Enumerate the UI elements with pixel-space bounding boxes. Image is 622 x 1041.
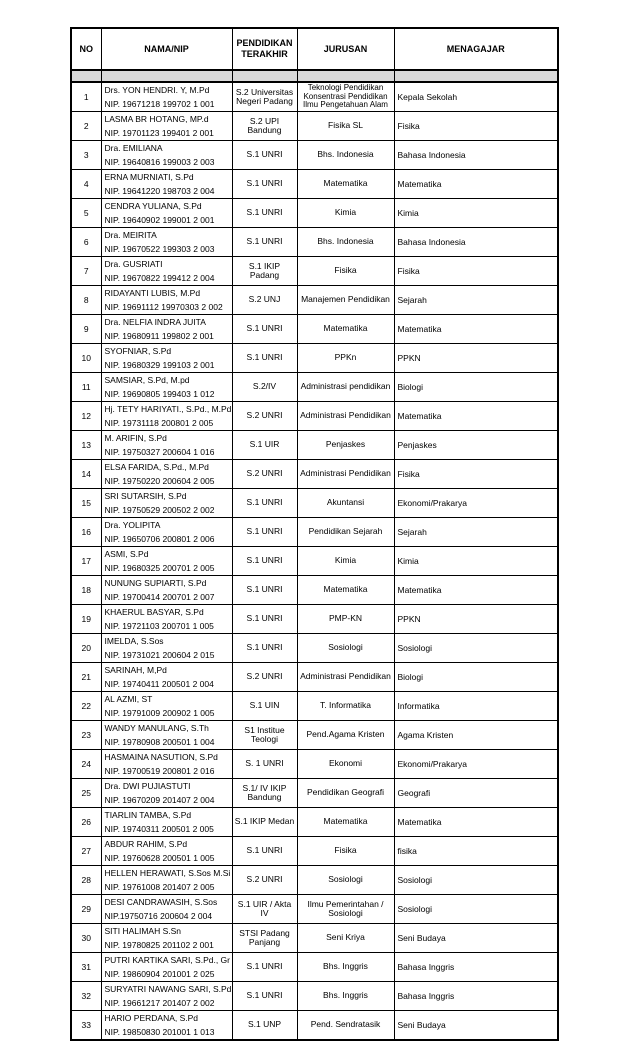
cell-pendidikan: S.1 IKIP Medan <box>232 808 297 837</box>
teacher-name: AL AZMI, ST <box>104 694 153 704</box>
col-header-pendidikan: PENDIDIKAN TERAKHIR <box>232 28 297 70</box>
cell-no: 28 <box>71 866 101 895</box>
table-row <box>71 82 558 112</box>
cell-nama-nip <box>101 808 232 837</box>
table-row <box>71 518 558 547</box>
cell-jurusan: Administrasi Pendidikan <box>297 402 394 431</box>
cell-jurusan: Kimia <box>297 547 394 576</box>
spacer-cell <box>297 70 394 82</box>
table-row <box>71 953 558 982</box>
cell-no: 9 <box>71 315 101 344</box>
cell-no: 24 <box>71 750 101 779</box>
table-row <box>71 895 558 924</box>
teacher-nip: NIP. 19780908 200501 1 004 <box>104 737 215 747</box>
cell-pendidikan: S.1 UNRI <box>232 199 297 228</box>
cell-menagajar: Bahasa Inggris <box>394 982 558 1011</box>
teacher-nip: NIP. 19670209 201407 2 004 <box>104 795 215 805</box>
col-header-nama-nip: NAMA/NIP <box>101 28 232 70</box>
cell-nama-nip <box>101 837 232 866</box>
table-row <box>71 576 558 605</box>
cell-menagajar: Fisika <box>394 257 558 286</box>
cell-nama-nip <box>101 576 232 605</box>
teacher-nip: NIP. 19750220 200604 2 005 <box>104 476 215 486</box>
teacher-nip: NIP. 19640902 199001 2 001 <box>104 215 215 225</box>
cell-pendidikan: S.1 UNRI <box>232 170 297 199</box>
cell-menagajar: fisika <box>394 837 558 866</box>
cell-nama-nip <box>101 866 232 895</box>
teacher-nip: NIP. 19740411 200501 2 004 <box>104 679 214 689</box>
cell-pendidikan: S.2 UNRI <box>232 402 297 431</box>
cell-menagajar: Agama Kristen <box>394 721 558 750</box>
teacher-name: KHAERUL BASYAR, S.Pd <box>104 607 204 617</box>
cell-jurusan: Pend. Sendratasik <box>297 1011 394 1041</box>
table-row <box>71 779 558 808</box>
teacher-name: ELSA FARIDA, S.Pd., M.Pd <box>104 462 209 472</box>
cell-jurusan: PPKn <box>297 344 394 373</box>
cell-pendidikan: S.1 UNRI <box>232 489 297 518</box>
cell-menagajar: Matematika <box>394 170 558 199</box>
teacher-name: SYOFNIAR, S.Pd <box>104 346 172 356</box>
cell-menagajar: Bahasa Inggris <box>394 953 558 982</box>
cell-pendidikan: S.1 UNRI <box>232 228 297 257</box>
teacher-nip: NIP. 19700519 200801 2 016 <box>104 766 215 776</box>
cell-nama-nip <box>101 344 232 373</box>
cell-no: 6 <box>71 228 101 257</box>
cell-no: 18 <box>71 576 101 605</box>
cell-menagajar: Kimia <box>394 199 558 228</box>
teacher-name: Dra. GUSRIATI <box>104 259 163 269</box>
teacher-name: SARINAH, M,Pd <box>104 665 167 675</box>
teacher-name: WANDY MANULANG, S.Th <box>104 723 209 733</box>
table-row <box>71 866 558 895</box>
table-row <box>71 924 558 953</box>
spacer-cell <box>232 70 297 82</box>
teacher-nip: NIP. 19860904 201001 2 025 <box>104 969 215 979</box>
teacher-name: SITI HALIMAH S.Sn <box>104 926 182 936</box>
cell-jurusan: Penjaskes <box>297 431 394 460</box>
cell-nama-nip <box>101 895 232 924</box>
table-row <box>71 141 558 170</box>
cell-jurusan: T. Informatika <box>297 692 394 721</box>
cell-pendidikan: S. 1 UNRI <box>232 750 297 779</box>
cell-jurusan: Pendidikan Geografi <box>297 779 394 808</box>
cell-pendidikan: S.1 UNRI <box>232 982 297 1011</box>
cell-no: 31 <box>71 953 101 982</box>
cell-menagajar: Ekonomi/Prakarya <box>394 750 558 779</box>
cell-menagajar: Biologi <box>394 663 558 692</box>
cell-menagajar: Sosiologi <box>394 866 558 895</box>
table-row <box>71 489 558 518</box>
cell-jurusan: Matematika <box>297 315 394 344</box>
cell-jurusan: Sosiologi <box>297 866 394 895</box>
cell-nama-nip <box>101 431 232 460</box>
table-row <box>71 837 558 866</box>
teacher-name: TIARLIN TAMBA, S.Pd <box>104 810 192 820</box>
cell-menagajar: Geografi <box>394 779 558 808</box>
cell-jurusan: Seni Kriya <box>297 924 394 953</box>
col-header-menagajar: MENAGAJAR <box>394 28 558 70</box>
teacher-nip: NIP. 19700414 200701 2 007 <box>104 592 215 602</box>
teacher-nip: NIP. 19850830 201001 1 013 <box>104 1027 215 1037</box>
teacher-name: M. ARIFIN, S.Pd <box>104 433 167 443</box>
cell-nama-nip <box>101 402 232 431</box>
cell-jurusan: Administrasi Pendidikan <box>297 663 394 692</box>
teacher-name: ERNA MURNIATI, S.Pd <box>104 172 194 182</box>
cell-menagajar: Matematika <box>394 315 558 344</box>
cell-nama-nip <box>101 489 232 518</box>
cell-no: 13 <box>71 431 101 460</box>
cell-no: 20 <box>71 634 101 663</box>
teacher-nip: NIP. 19691112 19970303 2 002 <box>104 302 223 312</box>
cell-nama-nip <box>101 170 232 199</box>
teacher-name: NUNUNG SUPIARTI, S.Pd <box>104 578 207 588</box>
cell-jurusan: Fisika SL <box>297 112 394 141</box>
teacher-name: Hj. TETY HARIYATI., S.Pd., M.Pd <box>104 404 232 414</box>
cell-menagajar: Bahasa Indonesia <box>394 228 558 257</box>
cell-menagajar: Fisika <box>394 460 558 489</box>
cell-pendidikan: S.1 UNRI <box>232 837 297 866</box>
cell-pendidikan: S.2 UPI Bandung <box>232 112 297 141</box>
teacher-name: SAMSIAR, S.Pd, M.pd <box>104 375 190 385</box>
teacher-name: DESI CANDRAWASIH, S.Sos <box>104 897 218 907</box>
cell-pendidikan: S.1 UNRI <box>232 141 297 170</box>
cell-nama-nip <box>101 460 232 489</box>
cell-menagajar: Kimia <box>394 547 558 576</box>
cell-jurusan: Teknologi Pendidikan Konsentrasi Pendidikan Ilmu Pengetahuan Alam <box>297 82 394 112</box>
cell-pendidikan: S.1 IKIP Padang <box>232 257 297 286</box>
cell-nama-nip <box>101 112 232 141</box>
cell-pendidikan: S.1 UIN <box>232 692 297 721</box>
cell-no: 33 <box>71 1011 101 1041</box>
cell-nama-nip <box>101 634 232 663</box>
table-row <box>71 692 558 721</box>
teacher-nip: NIP. 19680911 199802 2 001 <box>104 331 214 341</box>
teacher-nip: NIP. 19671218 199702 1 001 <box>104 99 215 109</box>
cell-jurusan: Sosiologi <box>297 634 394 663</box>
table-row <box>71 431 558 460</box>
cell-menagajar: Sejarah <box>394 518 558 547</box>
sheet <box>70 27 559 1041</box>
teacher-nip: NIP. 19791009 200902 1 005 <box>104 708 215 718</box>
spacer-cell <box>71 70 101 82</box>
cell-nama-nip <box>101 199 232 228</box>
cell-menagajar: Biologi <box>394 373 558 402</box>
table-row <box>71 199 558 228</box>
cell-jurusan: Bhs. Inggris <box>297 982 394 1011</box>
cell-pendidikan: S.2 UNRI <box>232 663 297 692</box>
cell-no: 3 <box>71 141 101 170</box>
cell-jurusan: Bhs. Inggris <box>297 953 394 982</box>
cell-jurusan: Akuntansi <box>297 489 394 518</box>
teacher-nip: NIP. 19680329 199103 2 001 <box>104 360 215 370</box>
cell-nama-nip <box>101 373 232 402</box>
cell-menagajar: PPKN <box>394 344 558 373</box>
cell-pendidikan: S.2 Universitas Negeri Padang <box>232 82 297 112</box>
teacher-name: ASMI, S.Pd <box>104 549 149 559</box>
table-row <box>71 663 558 692</box>
header-row <box>71 28 558 70</box>
table-row <box>71 460 558 489</box>
cell-nama-nip <box>101 141 232 170</box>
cell-pendidikan: S.1 UNRI <box>232 576 297 605</box>
cell-jurusan: Ekonomi <box>297 750 394 779</box>
cell-no: 11 <box>71 373 101 402</box>
teacher-name: ABDUR RAHIM, S.Pd <box>104 839 188 849</box>
table-body <box>71 82 558 1040</box>
cell-jurusan: Bhs. Indonesia <box>297 141 394 170</box>
cell-menagajar: Sejarah <box>394 286 558 315</box>
teacher-nip: NIP. 19670822 199412 2 004 <box>104 273 215 283</box>
cell-pendidikan: S.1 UNRI <box>232 605 297 634</box>
cell-pendidikan: S.1 UNRI <box>232 344 297 373</box>
teacher-nip: NIP. 19780825 201102 2 001 <box>104 940 214 950</box>
table-row <box>71 605 558 634</box>
cell-jurusan: PMP-KN <box>297 605 394 634</box>
cell-no: 29 <box>71 895 101 924</box>
teacher-nip: NIP. 19701123 199401 2 001 <box>104 128 214 138</box>
cell-menagajar: Penjaskes <box>394 431 558 460</box>
table-row <box>71 286 558 315</box>
teacher-name: PUTRI KARTIKA SARI, S.Pd., Gr <box>104 955 230 965</box>
cell-menagajar: Fisika <box>394 112 558 141</box>
teacher-nip: NIP.19750716 200604 2 004 <box>104 911 213 921</box>
cell-nama-nip <box>101 286 232 315</box>
cell-pendidikan: S.1 UNRI <box>232 953 297 982</box>
cell-jurusan: Kimia <box>297 199 394 228</box>
cell-pendidikan: STSI Padang Panjang <box>232 924 297 953</box>
teacher-name: SURYATRI NAWANG SARI, S.Pd <box>104 984 232 994</box>
cell-menagajar: Sosiologi <box>394 634 558 663</box>
teacher-name: RIDAYANTI LUBIS, M.Pd <box>104 288 201 298</box>
cell-nama-nip <box>101 518 232 547</box>
cell-menagajar: Matematika <box>394 808 558 837</box>
teacher-nip: NIP. 19721103 200701 1 005 <box>104 621 214 631</box>
cell-no: 14 <box>71 460 101 489</box>
teacher-name: Dra. YOLIPITA <box>104 520 161 530</box>
table-row <box>71 373 558 402</box>
cell-jurusan: Matematika <box>297 576 394 605</box>
teacher-name: CENDRA YULIANA, S.Pd <box>104 201 202 211</box>
cell-menagajar: Sosiologi <box>394 895 558 924</box>
cell-menagajar: Kepala Sekolah <box>394 82 558 112</box>
teacher-name: IMELDA, S.Sos <box>104 636 164 646</box>
cell-no: 19 <box>71 605 101 634</box>
cell-pendidikan: S.1 UNRI <box>232 547 297 576</box>
teacher-name: Dra. NELFIA INDRA JUITA <box>104 317 206 327</box>
table-row <box>71 721 558 750</box>
teacher-nip: NIP. 19750529 200502 2 002 <box>104 505 215 515</box>
teacher-nip: NIP. 19690805 199403 1 012 <box>104 389 215 399</box>
teacher-nip: NIP. 19731021 200604 2 015 <box>104 650 215 660</box>
cell-no: 21 <box>71 663 101 692</box>
cell-no: 17 <box>71 547 101 576</box>
table-row <box>71 344 558 373</box>
cell-no: 15 <box>71 489 101 518</box>
teacher-nip: NIP. 19750327 200604 1 016 <box>104 447 215 457</box>
cell-pendidikan: S.1 UNRI <box>232 315 297 344</box>
cell-nama-nip <box>101 315 232 344</box>
cell-jurusan: Matematika <box>297 170 394 199</box>
cell-no: 7 <box>71 257 101 286</box>
teacher-nip: NIP. 19650706 200801 2 006 <box>104 534 215 544</box>
teacher-nip: NIP. 19680325 200701 2 005 <box>104 563 215 573</box>
teacher-nip: NIP. 19760628 200501 1 005 <box>104 853 215 863</box>
table-row <box>71 982 558 1011</box>
cell-nama-nip <box>101 721 232 750</box>
cell-nama-nip <box>101 982 232 1011</box>
cell-jurusan: Ilmu Pemerintahan / Sosiologi <box>297 895 394 924</box>
table-row <box>71 228 558 257</box>
cell-pendidikan: S.1 UNRI <box>232 634 297 663</box>
cell-nama-nip <box>101 750 232 779</box>
teacher-nip: NIP. 19661217 201407 2 002 <box>104 998 215 1008</box>
teacher-name: HELLEN HERAWATI, S.Sos M.Si <box>104 868 231 878</box>
cell-nama-nip <box>101 663 232 692</box>
cell-no: 27 <box>71 837 101 866</box>
cell-no: 1 <box>71 82 101 112</box>
cell-no: 22 <box>71 692 101 721</box>
cell-menagajar: PPKN <box>394 605 558 634</box>
teacher-nip: NIP. 19731118 200801 2 005 <box>104 418 214 428</box>
teacher-name: Drs. YON HENDRI. Y, M.Pd <box>104 85 210 95</box>
cell-jurusan: Administrasi pendidikan <box>297 373 394 402</box>
table-row <box>71 315 558 344</box>
teacher-name: LASMA BR HOTANG, MP.d <box>104 114 209 124</box>
cell-pendidikan: S.1/ IV IKIP Bandung <box>232 779 297 808</box>
cell-jurusan: Matematika <box>297 808 394 837</box>
cell-pendidikan: S.2 UNRI <box>232 460 297 489</box>
table-row <box>71 808 558 837</box>
teacher-nip: NIP. 19641220 198703 2 004 <box>104 186 215 196</box>
cell-menagajar: Bahasa Indonesia <box>394 141 558 170</box>
cell-menagajar: Ekonomi/Prakarya <box>394 489 558 518</box>
cell-no: 12 <box>71 402 101 431</box>
cell-pendidikan: S.2 UNJ <box>232 286 297 315</box>
cell-menagajar: Informatika <box>394 692 558 721</box>
cell-no: 32 <box>71 982 101 1011</box>
cell-nama-nip <box>101 953 232 982</box>
cell-nama-nip <box>101 605 232 634</box>
cell-jurusan: Bhs. Indonesia <box>297 228 394 257</box>
teacher-name: Dra. MEIRITA <box>104 230 157 240</box>
table-row <box>71 634 558 663</box>
table-row <box>71 547 558 576</box>
cell-nama-nip <box>101 924 232 953</box>
spacer-cell <box>101 70 232 82</box>
cell-nama-nip <box>101 779 232 808</box>
cell-jurusan: Pendidikan Sejarah <box>297 518 394 547</box>
spacer-cell <box>394 70 558 82</box>
teachers-table <box>70 27 559 1041</box>
teacher-name: HARIO PERDANA, S.Pd <box>104 1013 199 1023</box>
table-row <box>71 1011 558 1041</box>
cell-jurusan: Pend.Agama Kristen <box>297 721 394 750</box>
cell-pendidikan: S.1 UNRI <box>232 518 297 547</box>
cell-nama-nip <box>101 228 232 257</box>
cell-pendidikan: S.1 UIR / Akta IV <box>232 895 297 924</box>
cell-no: 4 <box>71 170 101 199</box>
teacher-name: HASMAINA NASUTION, S.Pd <box>104 752 218 762</box>
table-row <box>71 170 558 199</box>
table-row <box>71 112 558 141</box>
teacher-nip: NIP. 19761008 201407 2 005 <box>104 882 215 892</box>
teacher-nip: NIP. 19670522 199303 2 003 <box>104 244 215 254</box>
cell-jurusan: Manajemen Pendidikan <box>297 286 394 315</box>
cell-menagajar: Seni Budaya <box>394 924 558 953</box>
cell-nama-nip <box>101 257 232 286</box>
col-header-jurusan: JURUSAN <box>297 28 394 70</box>
teacher-name: SRI SUTARSIH, S.Pd <box>104 491 187 501</box>
cell-no: 8 <box>71 286 101 315</box>
cell-menagajar: Seni Budaya <box>394 1011 558 1041</box>
cell-no: 26 <box>71 808 101 837</box>
cell-no: 30 <box>71 924 101 953</box>
col-header-no: NO <box>71 28 101 70</box>
cell-no: 23 <box>71 721 101 750</box>
table-row <box>71 257 558 286</box>
table-row <box>71 402 558 431</box>
cell-pendidikan: S.1 UIR <box>232 431 297 460</box>
cell-nama-nip <box>101 547 232 576</box>
cell-jurusan: Administrasi Pendidikan <box>297 460 394 489</box>
spacer-row <box>71 70 558 82</box>
table-row <box>71 750 558 779</box>
cell-no: 16 <box>71 518 101 547</box>
cell-jurusan: Fisika <box>297 257 394 286</box>
cell-pendidikan: S.2/IV <box>232 373 297 402</box>
cell-nama-nip <box>101 82 232 112</box>
cell-nama-nip <box>101 1011 232 1041</box>
teacher-name: Dra. EMILIANA <box>104 143 163 153</box>
teacher-nip: NIP. 19740311 200501 2 005 <box>104 824 214 834</box>
cell-menagajar: Matematika <box>394 576 558 605</box>
cell-pendidikan: S.2 UNRI <box>232 866 297 895</box>
cell-pendidikan: S1 Institue Teologi <box>232 721 297 750</box>
cell-no: 2 <box>71 112 101 141</box>
teacher-name: Dra. DWI PUJIASTUTI <box>104 781 191 791</box>
cell-pendidikan: S.1 UNP <box>232 1011 297 1041</box>
cell-nama-nip <box>101 692 232 721</box>
cell-no: 5 <box>71 199 101 228</box>
cell-no: 10 <box>71 344 101 373</box>
cell-no: 25 <box>71 779 101 808</box>
teacher-nip: NIP. 19640816 199003 2 003 <box>104 157 215 167</box>
cell-jurusan: Fisika <box>297 837 394 866</box>
cell-menagajar: Matematika <box>394 402 558 431</box>
